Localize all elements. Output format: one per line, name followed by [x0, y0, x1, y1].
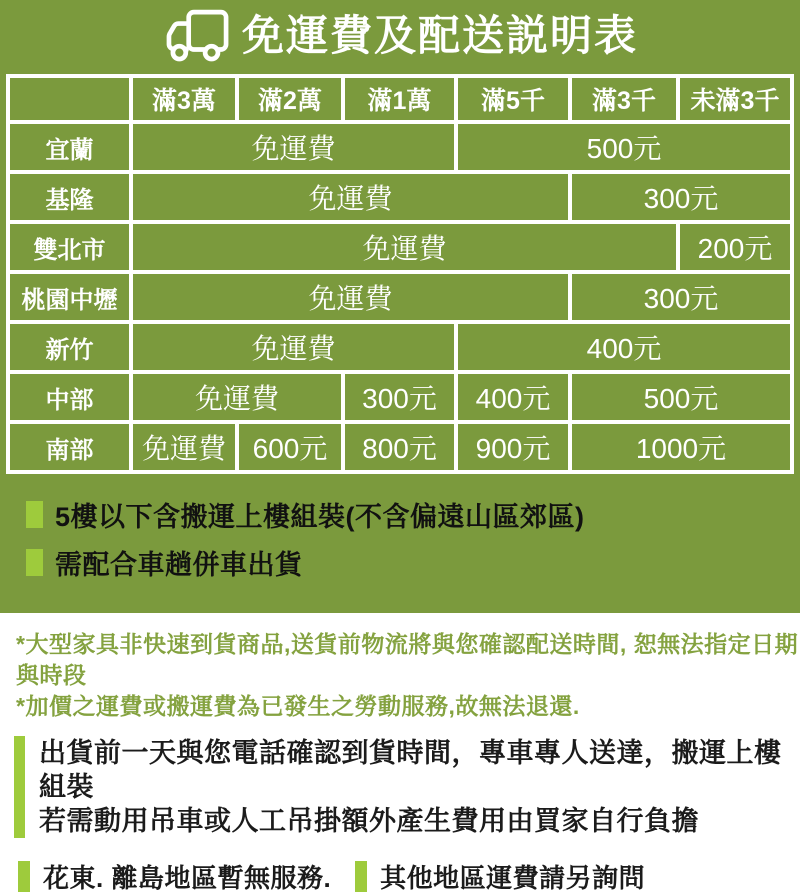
region-label: 桃園中壢: [8, 272, 131, 322]
fee-cell: 300元: [570, 172, 792, 222]
fee-cell: 300元: [343, 372, 456, 422]
table-row: [8, 122, 792, 172]
fee-cell: 免運費: [131, 272, 570, 322]
region-label: 中部: [8, 372, 131, 422]
fee-cell: 免運費: [131, 372, 343, 422]
square-bullet-icon: [26, 549, 43, 576]
fee-cell: 免運費: [131, 422, 237, 472]
column-header: 滿2萬: [237, 76, 343, 122]
table-row: [8, 372, 792, 422]
column-header: 滿1萬: [343, 76, 456, 122]
fee-cell: 200元: [678, 222, 792, 272]
note-line: [26, 495, 800, 534]
square-bullet-icon: [26, 501, 43, 528]
disclaimer-line: *大型家具非快速到貨商品,送貨前物流將與您確認配送時間, 恕無法指定日期與時段: [16, 631, 799, 688]
bar-bullet-icon: [18, 861, 30, 892]
footer-note-text: 花東. 離島地區暫無服務.: [43, 863, 332, 893]
fee-cell: 300元: [570, 272, 792, 322]
fee-cell: 900元: [456, 422, 570, 472]
note-text: 需配合車趟併車出貨: [55, 550, 303, 580]
footer-notes: [18, 858, 800, 895]
note-text: 5樓以下含搬運上樓組裝(不含偏遠山區郊區): [55, 502, 585, 532]
table-corner-cell: [8, 76, 131, 122]
column-header: 滿3千: [570, 76, 678, 122]
bar-bullet-icon: [355, 861, 367, 892]
delivery-note-text: [39, 736, 800, 838]
notes-list: [0, 474, 800, 607]
fee-cell: 免運費: [131, 322, 456, 372]
fee-cell: 400元: [456, 322, 792, 372]
footer-note: [355, 858, 645, 895]
fee-cell: 400元: [456, 372, 570, 422]
banner: [0, 0, 800, 72]
fee-cell: 500元: [456, 122, 792, 172]
region-label: 基隆: [8, 172, 131, 222]
region-label: 雙北市: [8, 222, 131, 272]
note-line: [26, 543, 800, 582]
truck-icon: [162, 9, 232, 63]
disclaimer-line: *加價之運費或搬運費為已發生之勞動服務,故無法退還.: [16, 693, 580, 719]
table-row: [8, 172, 792, 222]
fee-cell: 免運費: [131, 172, 570, 222]
page-title: 免運費及配送説明表: [241, 12, 638, 59]
fee-cell: 1000元: [570, 422, 792, 472]
delivery-note: [14, 736, 800, 838]
column-header: 滿5千: [456, 76, 570, 122]
fee-cell: 免運費: [131, 122, 456, 172]
region-label: 新竹: [8, 322, 131, 372]
column-header: 未滿3千: [678, 76, 792, 122]
shipping-fee-table: [6, 74, 794, 474]
delivery-line: 若需動用吊車或人工吊掛額外產生費用由買家自行負擔: [39, 806, 699, 836]
table-row: [8, 222, 792, 272]
footer-note: [18, 858, 331, 895]
table-row: [8, 422, 792, 472]
fee-cell: 600元: [237, 422, 343, 472]
region-label: 宜蘭: [8, 122, 131, 172]
fee-cell: 免運費: [131, 222, 678, 272]
disclaimer-list: [0, 613, 800, 722]
table-row: [8, 272, 792, 322]
region-label: 南部: [8, 422, 131, 472]
fee-cell: 800元: [343, 422, 456, 472]
column-header: 滿3萬: [131, 76, 237, 122]
white-section: [0, 613, 800, 895]
table-header-row: [8, 76, 792, 122]
table-row: [8, 322, 792, 372]
fee-cell: 500元: [570, 372, 792, 422]
delivery-line: 出貨前一天與您電話確認到貨時間，專車專人送達，搬運上樓組裝: [39, 738, 782, 802]
footer-note-text: 其他地區運費請另詢問: [380, 863, 646, 893]
green-bar: [14, 736, 25, 838]
